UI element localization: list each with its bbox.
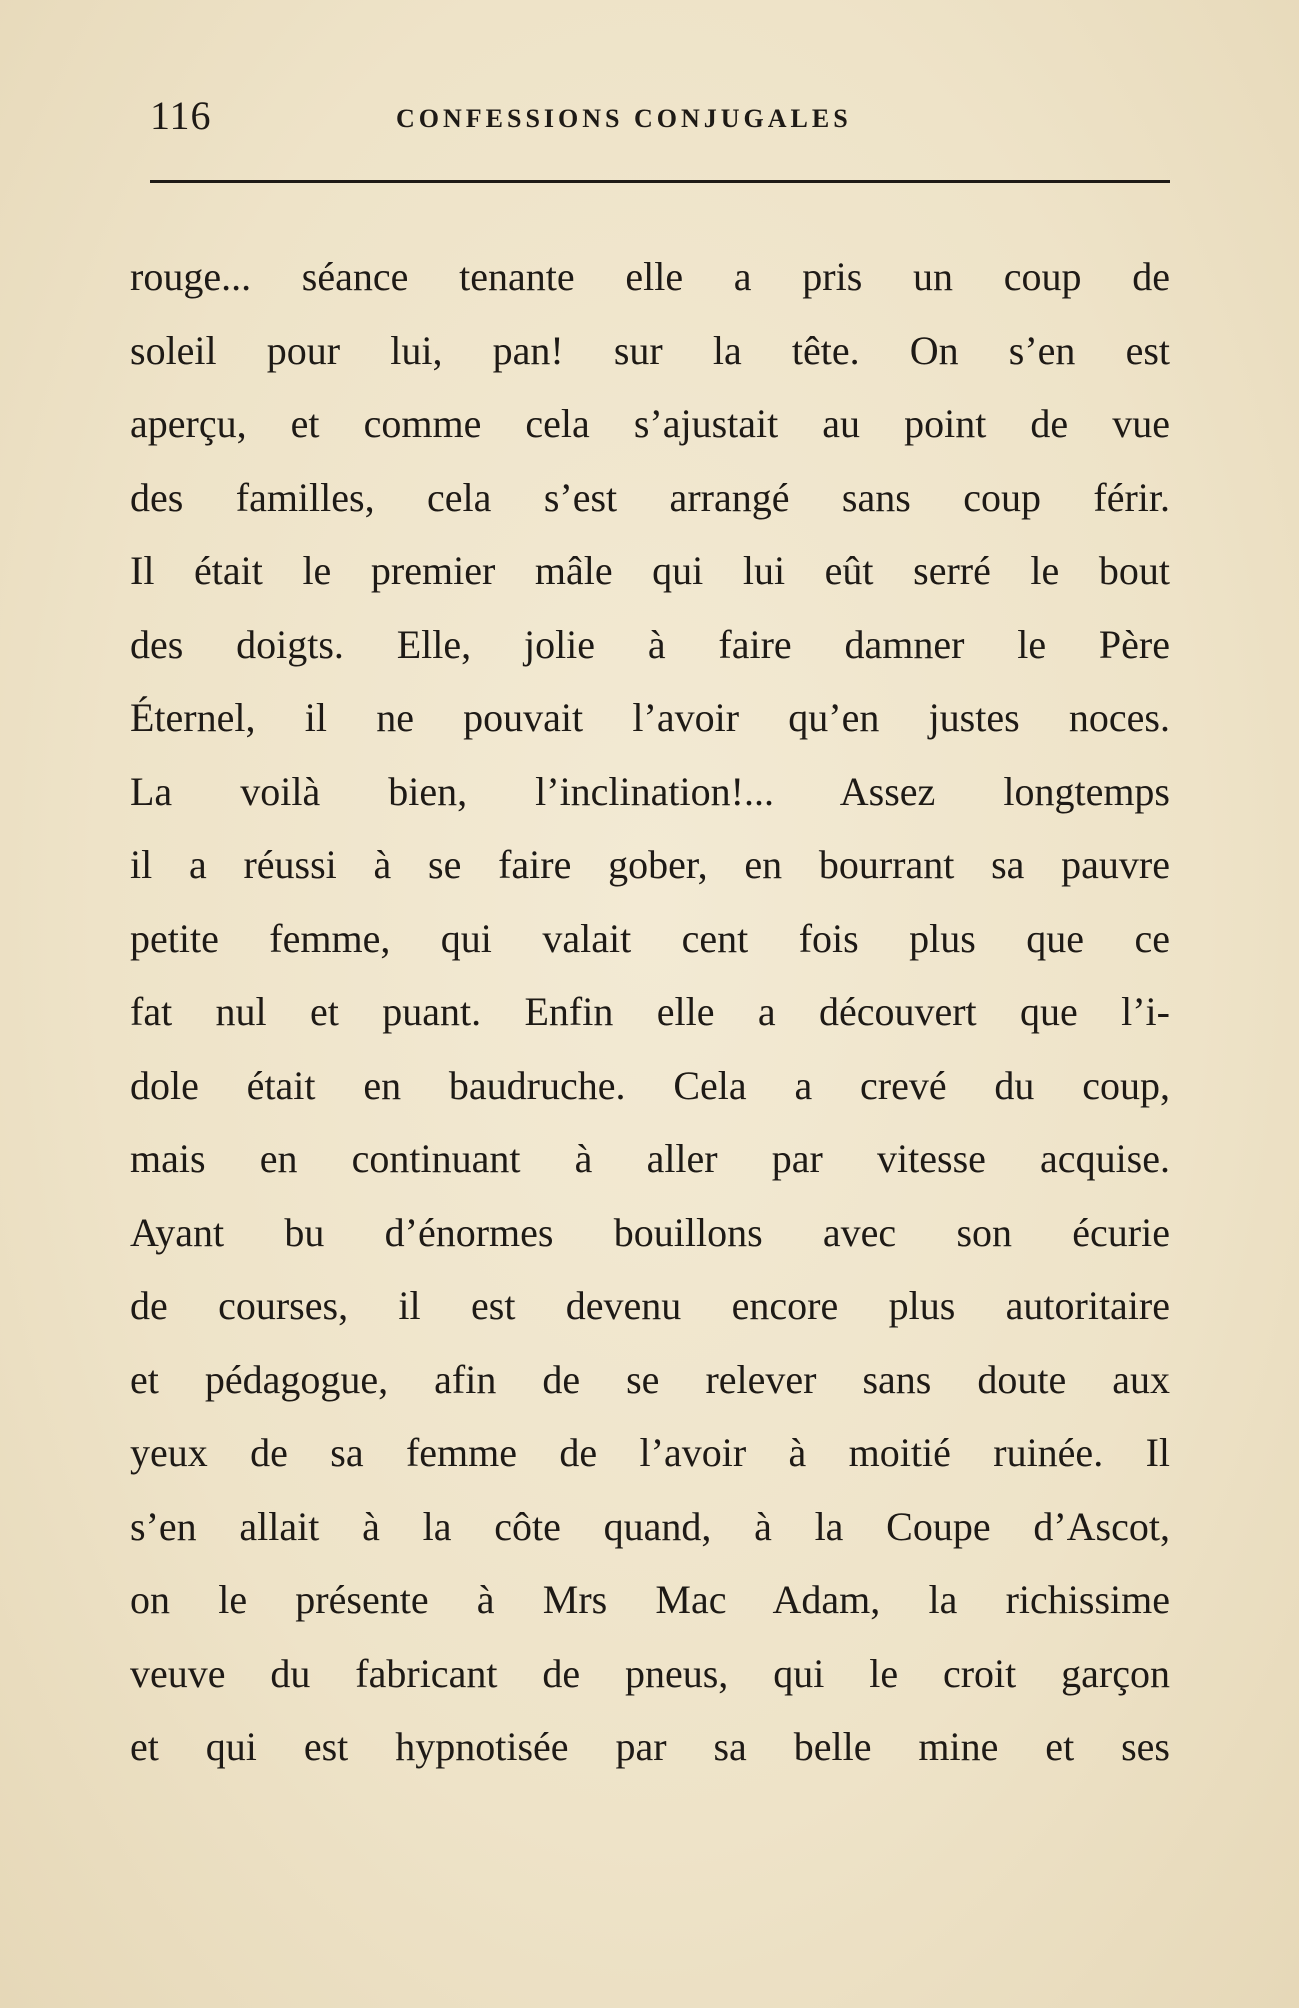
page-header: [150, 92, 1170, 142]
text-line: [130, 902, 1170, 976]
text-line: [130, 534, 1170, 608]
text-line-content: La voilà bien, l’inclination!... Assez longtemps: [130, 768, 1170, 814]
text-line: [130, 1490, 1170, 1564]
text-line: [130, 755, 1170, 829]
body-text: [130, 240, 1170, 1784]
text-line-content: soleil pour lui, pan! sur la tête. On s’en est: [130, 327, 1170, 373]
text-line-content: petite femme, qui valait cent fois plus que ce: [130, 915, 1170, 961]
text-line-content: des familles, cela s’est arrangé sans coup férir.: [130, 474, 1170, 520]
running-title: CONFESSIONS CONJUGALES: [396, 104, 852, 133]
text-line-content: on le présente à Mrs Mac Adam, la richissime: [130, 1577, 1170, 1622]
text-line-content: rouge... séance tenante elle a pris un coup de: [130, 254, 1170, 299]
text-line: [130, 1196, 1170, 1270]
text-line-content: Éternel, il ne pouvait l’avoir qu’en justes noces.: [130, 695, 1170, 740]
text-line: [130, 828, 1170, 902]
text-line: [130, 975, 1170, 1049]
header-rule: [150, 180, 1170, 183]
text-line-content: yeux de sa femme de l’avoir à moitié ruinée. Il: [130, 1430, 1170, 1475]
text-line: [130, 461, 1170, 535]
text-line: [130, 1049, 1170, 1123]
text-line-content: s’en allait à la côte quand, à la Coupe d’Ascot,: [130, 1503, 1170, 1549]
text-line: [130, 1269, 1170, 1343]
text-line: [130, 681, 1170, 755]
text-line-content: mais en continuant à aller par vitesse acquise.: [130, 1136, 1170, 1181]
text-line: [130, 1416, 1170, 1490]
text-line: [130, 1563, 1170, 1637]
text-line: [130, 1343, 1170, 1417]
text-line-content: dole était en baudruche. Cela a crevé du coup,: [130, 1062, 1170, 1108]
text-line-content: il a réussi à se faire gober, en bourrant sa pauvre: [130, 842, 1170, 887]
text-line: [130, 387, 1170, 461]
text-line: [130, 1637, 1170, 1711]
text-line-content: et qui est hypnotisée par sa belle mine et ses: [130, 1724, 1170, 1769]
text-line: [130, 1122, 1170, 1196]
text-line-content: et pédagogue, afin de se relever sans doute aux: [130, 1356, 1170, 1402]
text-line-content: aperçu, et comme cela s’ajustait au point de vue: [130, 401, 1170, 446]
text-line: [130, 1710, 1170, 1784]
page-number: 116: [150, 93, 212, 138]
text-line: [130, 314, 1170, 388]
text-line: [130, 608, 1170, 682]
text-line-content: veuve du fabricant de pneus, qui le croit garçon: [130, 1650, 1170, 1696]
text-line-content: Ayant bu d’énormes bouillons avec son écurie: [130, 1209, 1170, 1255]
text-line: [130, 240, 1170, 314]
text-line-content: des doigts. Elle, jolie à faire damner le Père: [130, 621, 1170, 667]
text-line-content: Il était le premier mâle qui lui eût serré le bout: [130, 548, 1170, 593]
text-line-content: de courses, il est devenu encore plus autoritaire: [130, 1283, 1170, 1328]
text-line-content: fat nul et puant. Enfin elle a découvert que l’i-: [130, 989, 1170, 1034]
